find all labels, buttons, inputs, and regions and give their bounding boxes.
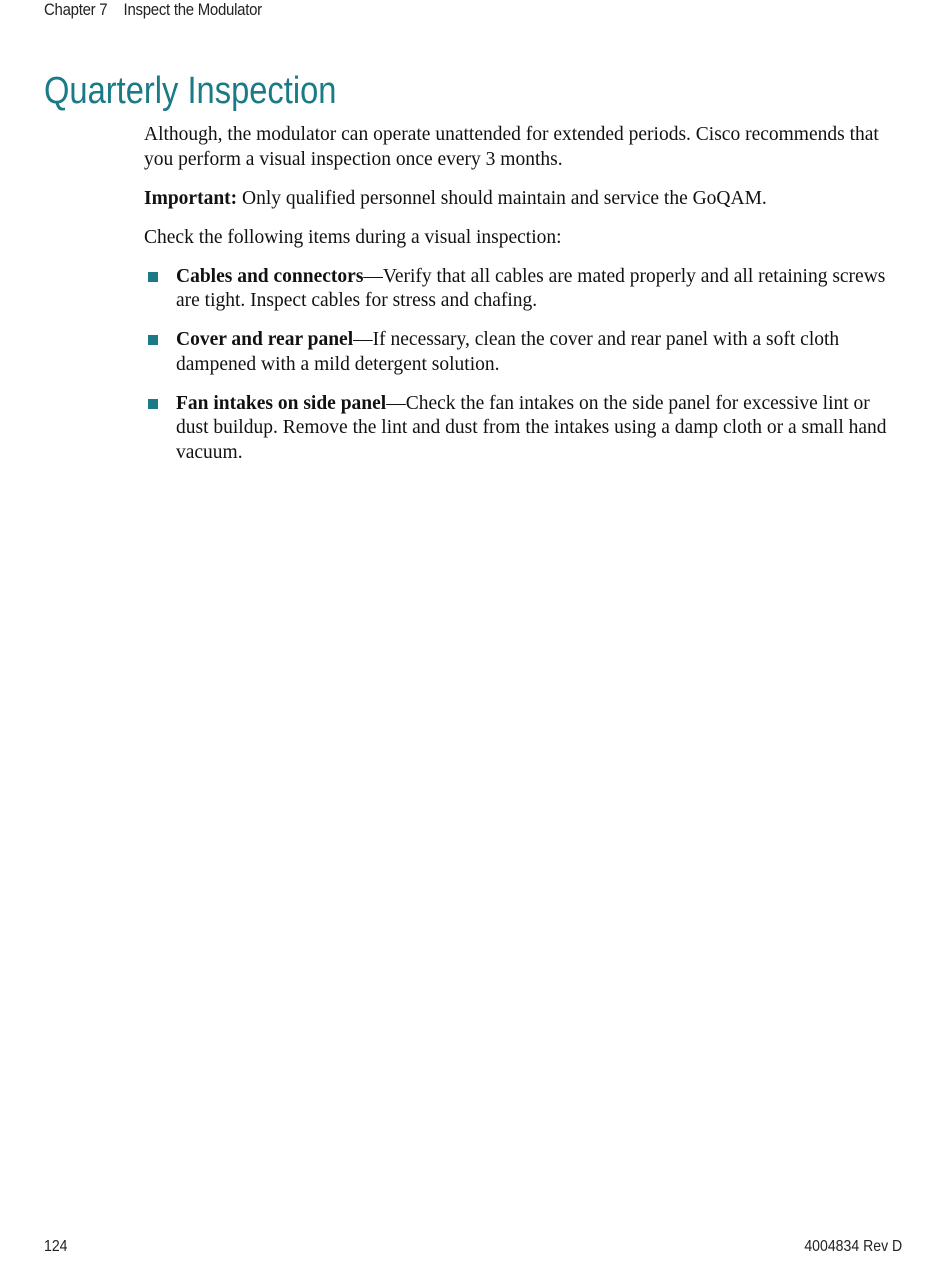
item-text: —If necessary, clean the cover and rear panel with a soft cloth dampened with a mild detergent solution. — [176, 329, 840, 375]
running-header — [44, 0, 262, 20]
chapter-label: Chapter 7 — [44, 0, 108, 19]
body-content — [144, 123, 904, 480]
square-bullet-icon — [148, 272, 158, 282]
chapter-title: Inspect the Modulator — [123, 0, 262, 19]
square-bullet-icon — [148, 335, 158, 345]
intro-paragraph: Although, the modulator can operate unattended for extended periods. Cisco recommends that you perform a visual inspection once every 3 months. — [144, 124, 879, 170]
list-item — [144, 265, 904, 314]
page-number: 124 — [44, 1238, 68, 1255]
important-label: Important: — [144, 187, 238, 209]
item-term: Fan intakes on side panel — [176, 392, 387, 414]
lead-in-paragraph: Check the following items during a visual inspection: — [144, 226, 562, 248]
section-title: Quarterly Inspection — [44, 70, 337, 112]
item-text: —Verify that all cables are mated properly and all retaining screws are tight. Inspect cables for stress and chafing. — [176, 265, 886, 311]
important-text: Only qualified personnel should maintain and service the GoQAM. — [237, 187, 767, 209]
important-note — [144, 187, 904, 212]
item-term: Cover and rear panel — [176, 329, 354, 350]
document-number: 4004834 Rev D — [804, 1238, 902, 1255]
item-text: —Check the fan intakes on the side panel for excessive lint or dust buildup. Remove the lint and dust from the intakes using a damp cloth or a small hand vacuum. — [176, 392, 887, 463]
inspection-items-list — [144, 265, 904, 466]
square-bullet-icon — [148, 399, 158, 409]
item-term: Cables and connectors — [176, 265, 364, 287]
list-item — [144, 392, 904, 466]
list-item — [144, 328, 904, 377]
